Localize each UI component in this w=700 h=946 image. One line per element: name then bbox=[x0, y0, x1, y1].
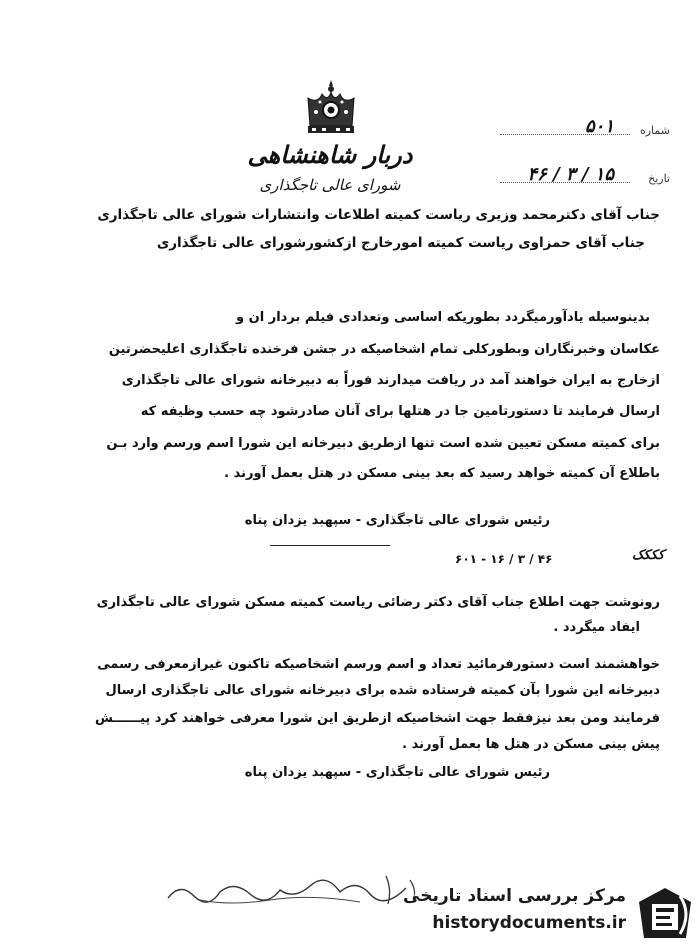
council-title: شورای عالی تاجگذاری bbox=[259, 176, 401, 194]
body-line: برای کمیته مسکن تعیین شده است تنها ازطریق دبیرخانه این شورا اسم ورسم وارد بـن bbox=[106, 436, 660, 451]
number-value: ۵۰۱ bbox=[584, 116, 614, 137]
date-label: تاریخ bbox=[648, 172, 670, 185]
copy-line: خواهشمند است دستورفرمائید تعداد و اسم ورسم اشخاصیکه تاکنون غیرازمعرفی رسمی bbox=[97, 657, 660, 672]
addressee-line: جناب آقای حمزاوی ریاست کمیته امورخارج ازکشورشورای عالی تاجگذاری bbox=[156, 235, 645, 251]
signature-line: رئیس شورای عالی تاجگذاری - سپهبد یزدان پناه bbox=[244, 513, 550, 528]
body-line: عکاسان وخبرنگاران وبطورکلی تمام اشخاصیکه در جشن فرخنده تاجگذاری اعلیحضرتین bbox=[108, 342, 660, 357]
copy-line: ایفاد میگردد . bbox=[553, 620, 640, 635]
date-field bbox=[500, 166, 670, 190]
body-line: باطلاع آن کمیته خواهد رسید که بعد بینی مسکن در هتل بعمل آورند . bbox=[224, 466, 660, 481]
reference-number: ۶۰۱ - ۱۶ / ۳ / ۴۶ bbox=[455, 552, 553, 566]
watermark bbox=[380, 880, 700, 946]
reference-mark: کککک bbox=[632, 548, 665, 563]
crown-emblem-icon bbox=[300, 78, 362, 140]
body-line: ازخارج به ایران خواهند آمد در ریافت میدارند فوراً به دبیرخانه شورای عالی تاجگذاری bbox=[121, 373, 660, 388]
body-line: ارسال فرمایند تا دستورتامین جا در هتلها برای آنان صادرشود چه حسب وظیفه که bbox=[140, 404, 660, 419]
copy-line: دبیرخانه این شورا بآن کمیته فرستاده شده برای دبیرخانه شورای عالی تاجگذاری ارسال bbox=[105, 683, 660, 698]
number-field bbox=[500, 118, 670, 142]
copy-line: پیش بینی مسکن در هتل ها بعمل آورند . bbox=[402, 737, 660, 752]
watermark-text-fa: مرکز بررسی اسناد تاریخی bbox=[403, 886, 626, 906]
body-line: بدینوسیله یادآورمیگردد بطوریکه اساسی وتعدادی فیلم بردار ان و bbox=[236, 310, 650, 325]
date-value: ۱۵ / ۳ / ۴۶ bbox=[527, 164, 614, 185]
copy-line: فرمایند ومن بعد نیزفقط جهت اشخاصیکه ازطریق این شورا معرفی خواهند کرد پیــــــش bbox=[95, 711, 660, 726]
court-title: دربار شاهنشاهی bbox=[247, 140, 413, 169]
watermark-text-en: historydocuments.ir bbox=[432, 913, 626, 933]
signature-line: رئیس شورای عالی تاجگذاری - سپهبد یزدان پناه bbox=[244, 765, 550, 780]
number-label: شماره bbox=[639, 124, 670, 137]
archive-logo-icon bbox=[636, 886, 694, 942]
addressee-line: جناب آقای دکترمحمد وزیری ریاست کمیته اطلاعات وانتشارات شورای عالی تاجگذاری bbox=[97, 207, 660, 223]
divider bbox=[270, 545, 390, 546]
copy-line: رونوشت جهت اطلاع جناب آقای دکتر رضائی ریاست کمیته مسکن شورای عالی تاجگذاری bbox=[96, 595, 660, 610]
